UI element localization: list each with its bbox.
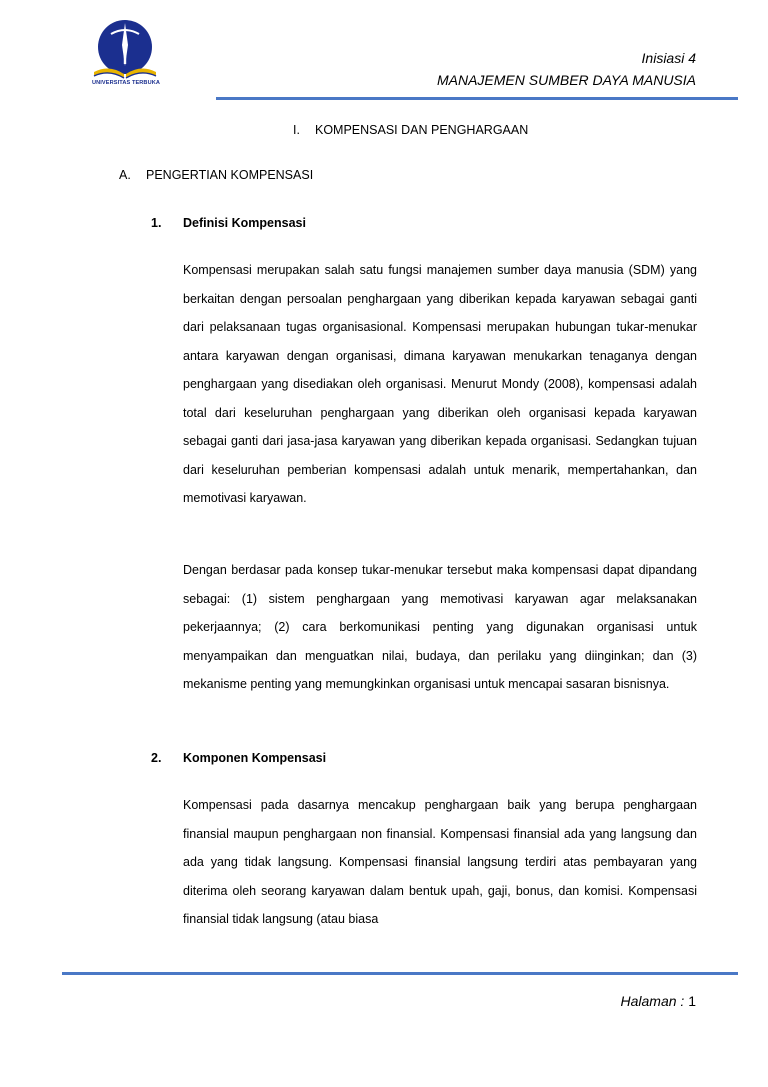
- page-footer: [621, 993, 697, 1009]
- section-a-title: PENGERTIAN KOMPENSASI: [146, 168, 314, 182]
- footer-divider: [62, 972, 738, 975]
- chapter-title: [293, 123, 528, 137]
- chapter-title-text: KOMPENSASI DAN PENGHARGAAN: [315, 123, 529, 137]
- subsection-2-number: 2.: [151, 751, 162, 765]
- header-inisiasi: Inisiasi 4: [641, 50, 696, 66]
- page-number: 1: [688, 993, 696, 1009]
- subsection-2-heading: [151, 751, 326, 765]
- subsection-1-paragraph-2: Dengan berdasar pada konsep tukar-menukar tersebut maka kompensasi dapat dipandang sebagai: (1) sistem penghargaan yang memotivasi karyawan agar melaksanakan pekerjaannya; (2) cara berkomunikasi penting yang digunakan organisasi untuk menyampaikan dan menguatkan nilai, budaya, dan perilaku yang diinginkan; dan (3) mekanisme penting yang memungkinkan organisasi untuk mencapai sasaran bisnisnya.: [183, 563, 697, 691]
- subsection-1-heading: [151, 216, 306, 230]
- header-divider: [216, 97, 738, 100]
- logo-caption: UNIVERSITAS TERBUKA: [92, 80, 160, 86]
- section-a-number: A.: [119, 168, 131, 182]
- section-a-heading: [119, 168, 313, 182]
- page-label: Halaman :: [620, 993, 685, 1009]
- header-course-title: MANAJEMEN SUMBER DAYA MANUSIA: [436, 72, 696, 88]
- subsection-1-paragraph-1: Kompensasi merupakan salah satu fungsi manajemen sumber daya manusia (SDM) yang berkaitan dengan persoalan penghargaan yang diberikan kepada karyawan sebagai ganti dari pelaksanaan tugas organisasional. Kompensasi merupakan hubungan tukar-menukar antara karyawan dengan organisasi, dimana karyawan menukarkan tenaganya dengan penghargaan yang disediakan oleh organisasi. Menurut Mondy (2008), kompensasi adalah total dari keseluruhan penghargaan yang diberikan oleh organisasi kepada karyawan sebagai ganti dari jasa-jasa karyawan yang diberikan kepada organisasi. Sedangkan tujuan dari keseluruhan pemberian kompensasi adalah untuk menarik, mempertahankan, dan memotivasi karyawan.: [183, 263, 697, 505]
- subsection-1-number: 1.: [151, 216, 162, 230]
- subsection-1-title: Definisi Kompensasi: [183, 216, 306, 230]
- subsection-2-title: Komponen Kompensasi: [183, 751, 327, 765]
- chapter-number: I.: [293, 123, 300, 137]
- subsection-2-paragraph-1: Kompensasi pada dasarnya mencakup penghargaan baik yang berupa penghargaan finansial maupun penghargaan non finansial. Kompensasi finansial ada yang langsung dan ada yang tidak langsung. Kompensasi finansial langsung terdiri atas pembayaran yang diterima oleh seorang karyawan dalam bentuk upah, gaji, bonus, dan komisi. Kompensasi finansial tidak langsung (atau biasa: [183, 798, 697, 926]
